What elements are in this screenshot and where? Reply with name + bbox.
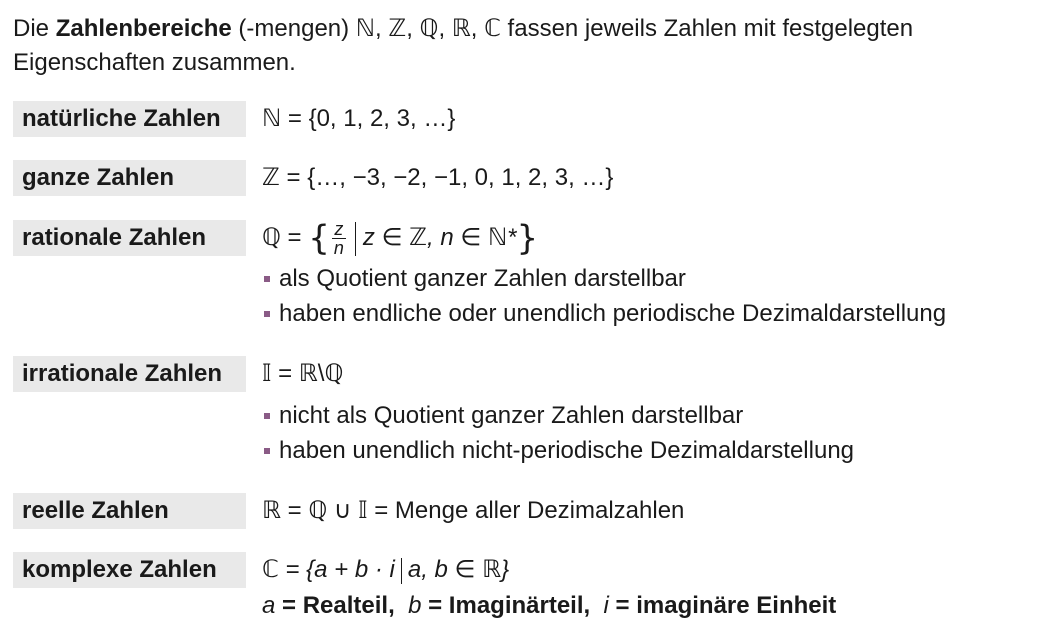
content-irrational-numbers bbox=[262, 356, 1032, 468]
def-realteil: = Realteil, bbox=[275, 592, 395, 619]
intro-prefix: Die bbox=[13, 15, 56, 42]
formula-complex-lhs: ℂ = {a + b · i bbox=[262, 556, 395, 583]
fraction-denominator: n bbox=[333, 238, 344, 259]
label-rational-numbers: rationale Zahlen bbox=[13, 220, 246, 256]
brace-open: { bbox=[308, 218, 330, 259]
formula-natural-numbers: ℕ = {0, 1, 2, 3, …} bbox=[262, 105, 456, 132]
brace-close: } bbox=[516, 218, 539, 259]
complex-definitions bbox=[262, 588, 1032, 623]
bullet-square-icon bbox=[264, 448, 270, 454]
bullet-text: als Quotient ganzer Zahlen darstellbar bbox=[279, 265, 686, 293]
def-var-a: a bbox=[262, 592, 276, 619]
bullet-square-icon bbox=[264, 276, 270, 282]
label-irrational-numbers: irrationale Zahlen bbox=[13, 356, 246, 392]
bullet-item bbox=[262, 261, 1032, 296]
formula-rational-condition: z ∈ ℤ, n ∈ ℕ* bbox=[362, 224, 517, 251]
formula-rational-lhs: ℚ = bbox=[262, 224, 309, 251]
set-builder-bar bbox=[355, 222, 356, 256]
label-integers: ganze Zahlen bbox=[13, 160, 246, 196]
fraction-z-over-n bbox=[332, 220, 346, 257]
def-var-b: b bbox=[408, 592, 422, 619]
content-rational-numbers bbox=[262, 220, 1032, 331]
content-complex-numbers bbox=[262, 552, 1032, 623]
bullet-item bbox=[262, 398, 1032, 433]
formula-complex-rhs: a, b ∈ ℝ} bbox=[407, 556, 510, 583]
bullet-item bbox=[262, 433, 1032, 468]
label-complex-numbers: komplexe Zahlen bbox=[13, 552, 246, 588]
def-imaginaerteil: = Imaginärteil, bbox=[421, 592, 591, 619]
def-var-i: i bbox=[603, 592, 609, 619]
bullets-rational-numbers bbox=[262, 261, 1032, 331]
bullet-text: nicht als Quotient ganzer Zahlen darstellbar bbox=[279, 402, 744, 429]
bullets-irrational-numbers bbox=[262, 398, 1032, 468]
intro-bold-term: Zahlenbereiche bbox=[55, 15, 232, 42]
bullet-text: haben unendlich nicht-periodische Dezimaldarstellung bbox=[279, 437, 855, 464]
set-builder-bar bbox=[401, 558, 402, 584]
formula-integers: ℤ = {…, −3, −2, −1, 0, 1, 2, 3, …} bbox=[262, 164, 614, 191]
content-natural-numbers bbox=[262, 101, 1032, 137]
formula-real-numbers: ℝ = ℚ ∪ 𝕀 = Menge aller Dezimalzahlen bbox=[262, 497, 685, 524]
formula-irrational-numbers: 𝕀 = ℝ\ℚ bbox=[262, 360, 344, 387]
bullet-square-icon bbox=[264, 311, 270, 317]
label-natural-numbers: natürliche Zahlen bbox=[13, 101, 246, 137]
fraction-numerator: z bbox=[332, 220, 346, 239]
label-real-numbers: reelle Zahlen bbox=[13, 493, 246, 529]
bullet-square-icon bbox=[264, 413, 270, 419]
content-integers bbox=[262, 160, 1032, 196]
intro-paragraph bbox=[13, 12, 1023, 80]
content-real-numbers bbox=[262, 493, 1032, 529]
formula-rational-numbers bbox=[262, 220, 1032, 257]
formula-complex-numbers bbox=[262, 552, 1032, 588]
bullet-item bbox=[262, 296, 1032, 331]
intro-text: (-mengen) ℕ, ℤ, ℚ, ℝ, ℂ fassen jeweils Zahlen mit festgelegten Eigenschaften zusammen. bbox=[13, 15, 914, 76]
bullet-text: haben endliche oder unendlich periodische Dezimaldarstellung bbox=[279, 300, 947, 328]
def-imaginaere-einheit: = imaginäre Einheit bbox=[608, 592, 837, 619]
